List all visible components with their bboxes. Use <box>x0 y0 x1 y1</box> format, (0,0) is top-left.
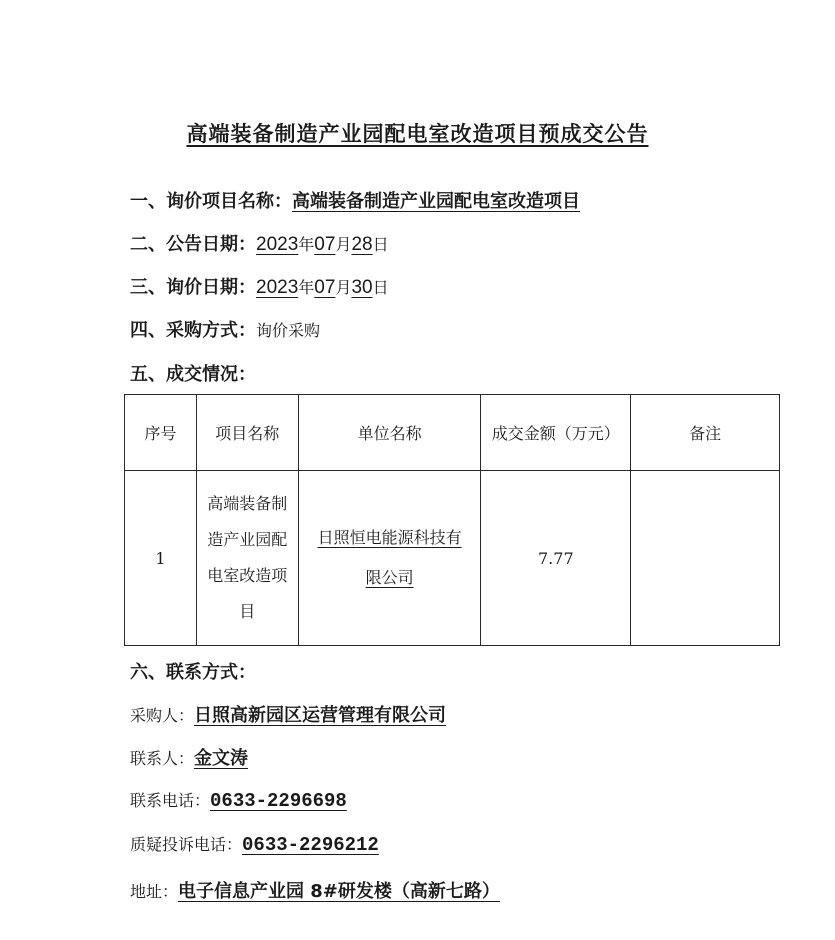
contact-person: 联系人：金文涛 <box>130 748 249 769</box>
item-procurement-method: 四、采购方式：询价采购 <box>130 320 321 341</box>
contact-address: 地址：电子信息产业园 8#研发楼（高新七路） <box>130 881 500 902</box>
table-row <box>125 471 780 646</box>
item-result-heading: 五、成交情况： <box>130 364 256 385</box>
item-announcement-date: 二、公告日期：2023年07月28日 <box>130 234 389 255</box>
contact-complaint-phone: 质疑投诉电话：0633-2296212 <box>130 834 379 856</box>
header-no: 序号 <box>125 395 197 471</box>
item-contact-heading: 六、联系方式： <box>130 662 256 683</box>
cell-no: 1 <box>125 471 197 646</box>
document-title: 高端装备制造产业园配电室改造项目预成交公告 <box>186 122 649 146</box>
header-unit: 单位名称 <box>298 395 481 471</box>
header-project: 项目名称 <box>196 395 298 471</box>
item-inquiry-date: 三、询价日期：2023年07月30日 <box>130 277 389 298</box>
header-remark: 备注 <box>631 395 780 471</box>
contact-buyer: 采购人：日照高新园区运营管理有限公司 <box>130 705 447 726</box>
cell-project: 高端装备制 造产业园配 电室改造项 目 <box>196 471 298 646</box>
result-table <box>124 394 780 646</box>
header-amount: 成交金额（万元） <box>481 395 631 471</box>
cell-unit: 日照恒电能源科技有 限公司 <box>298 471 481 646</box>
cell-amount: 7.77 <box>481 471 631 646</box>
contact-phone: 联系电话：0633-2296698 <box>130 790 347 812</box>
table-header-row <box>125 395 780 471</box>
cell-remark <box>631 471 780 646</box>
item-project-name: 一、询价项目名称：高端装备制造产业园配电室改造项目 <box>130 191 580 212</box>
